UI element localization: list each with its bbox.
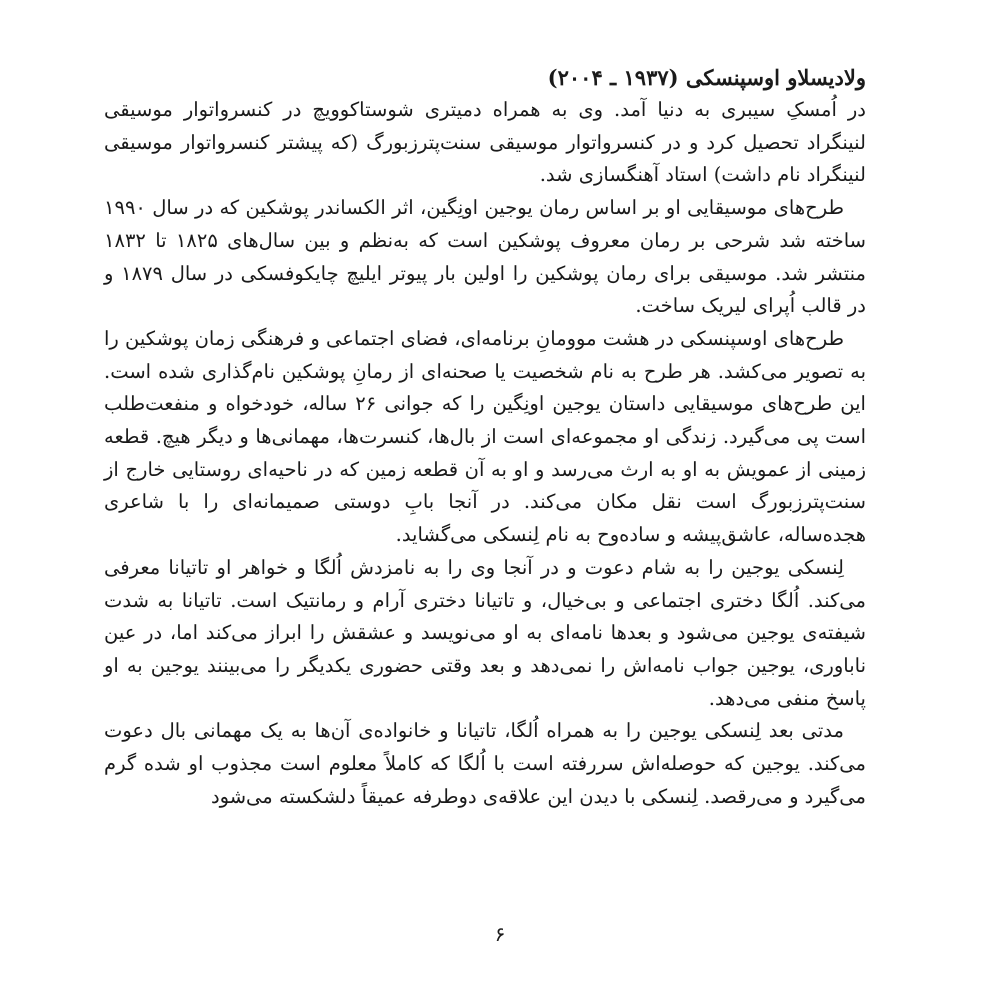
paragraph-onegin-sketches: طرح‌های موسیقایی او بر اساس رمان یوجین اونِگین، اثر الکساندر پوشکین که در سال ۱۹۹۰ ساخته شد شرحی بر رمان معروف پوشکین است که به‌نظم و بین سال‌های ۱۸۲۵ تا ۱۸۳۲ منتشر شد. موسیقی برای رمان پوشکین را اولین بار پیوتر ایلیچ چایکوفسکی در سال ۱۸۷۹ و در قالب اُپرای لیریک ساخت.: [104, 196, 866, 318]
paragraph-ball-invitation: مدتی بعد لِنسکی یوجین را به همراه اُلگا، تاتیانا و خانواده‌ی آن‌ها به یک مهمانی بال دعوت می‌کند. یوجین که حوصله‌اش سررفته است با اُلگا که کاملاً معلوم است مجذوب او شده گرم می‌گیرد و می‌رقصد. لِنسکی با دیدن این علاقه‌ی دوطرفه عمیقاً دلشکسته می‌شود: [104, 719, 866, 808]
section-title: ولادیسلاو اوسپنسکی (۱۹۳۷ ـ ۲۰۰۴): [547, 65, 866, 90]
paragraph-biography: در اُمسکِ سیبری به دنیا آمد. وی به همراه دمیتری شوستاکوویچ در کنسرواتوار موسیقی لنینگراد تحصیل کرد و در کنسرواتوار موسیقی سنت‌پترزبورگ (که پیشتر کنسرواتوار موسیقی لنینگراد نام داشت) استاد آهنگسازی شد.: [104, 98, 866, 187]
paragraph-eight-movements: طرح‌های اوسپنسکی در هشت موومانِ برنامه‌ای، فضای اجتماعی و فرهنگی زمان پوشکین را به تصویر می‌کشد. هر طرح به نام شخصیت یا صحنه‌ای از رمانِ پوشکین نام‌گذاری شده است. این طرح‌های موسیقایی داستان یوجین اونِگین را که جوانی ۲۶ ساله، خودخواه و منفعت‌طلب است پی می‌گیرد. زندگی او مجموعه‌ای است از بال‌ها، کنسرت‌ها، مهمانی‌ها و دیگر هیچ. قطعه زمینی از عمویش به او به ارث می‌رسد و او به آن قطعه زمین که در ناحیه‌ای روستایی خارج از سنت‌پترزبورگ است نقل مکان می‌کند. در آنجا بابِ دوستی صمیمانه‌ای را با شاعری هجده‌ساله، عاشق‌پیشه و ساده‌وح به نام لِنسکی می‌گشاید.: [104, 326, 866, 547]
paragraph-lensky-dinner: لِنسکی یوجین را به شام دعوت و در آنجا وی را به نامزدش اُلگا و خواهر او تاتیانا معرفی می‌کند. اُلگا دختری اجتماعی و بی‌خیال، و تاتیانا دختری آرام و رمانتیک است. تاتیانا به شدت شیفته‌ی یوجین می‌شود و بعدها نامه‌ای به او می‌نویسد و عشقش را ابراز می‌کند اما، در عین ناباوری، یوجین جواب نامه‌اش را نمی‌دهد و بعد وقتی حضوری یکدیگر را می‌بینند یوجین به او پاسخ منفی می‌دهد.: [104, 555, 866, 710]
page-number: ۶: [494, 922, 506, 946]
book-page: [104, 62, 866, 942]
